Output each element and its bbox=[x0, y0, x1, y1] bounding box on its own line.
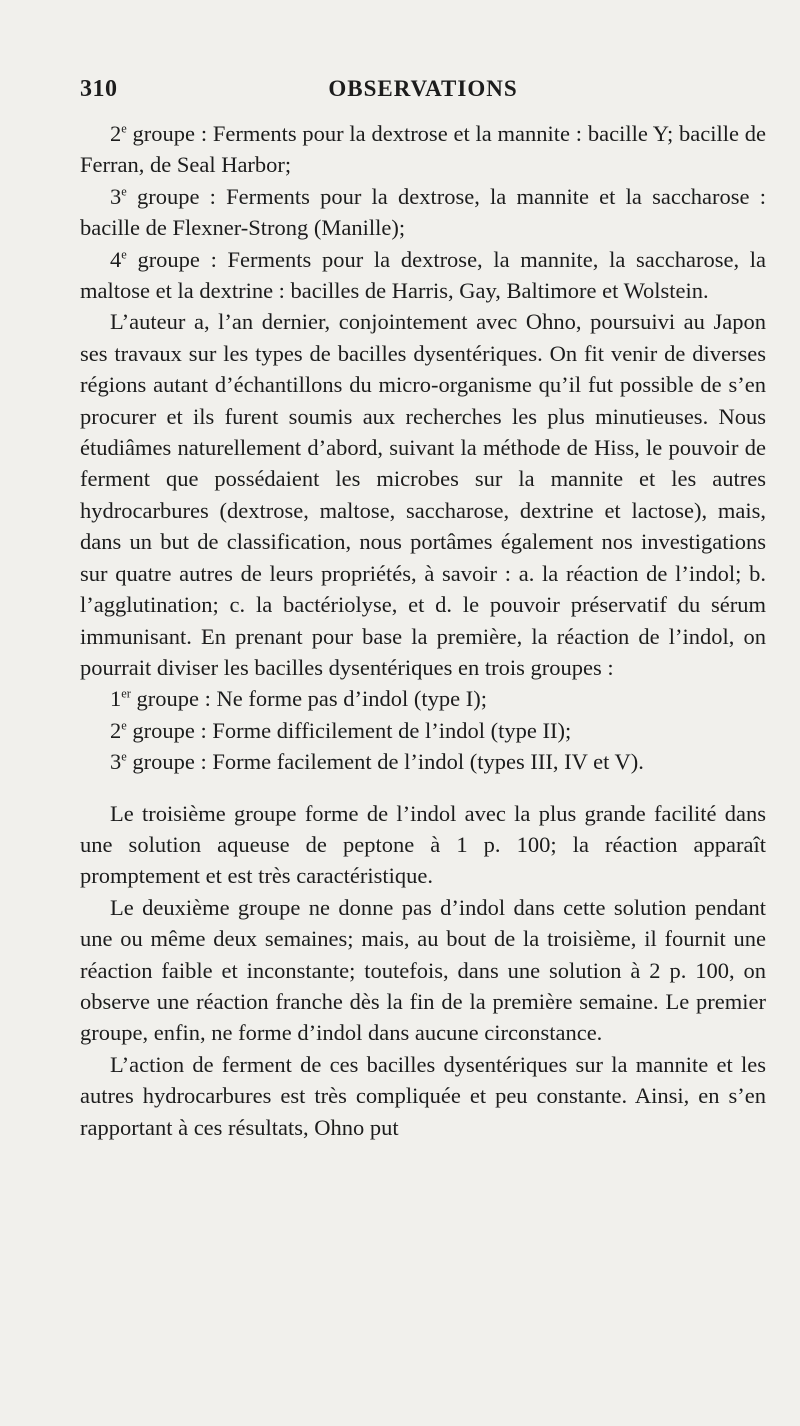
group-item: 4e groupe : Ferments pour la dextrose, la mannite, la saccharose, la maltose et la dextrine : bacilles de Harris, Gay, Baltimore et Wolstein. bbox=[80, 246, 766, 304]
paragraph: L’auteur a, l’an dernier, conjointement avec Ohno, poursuivi au Japon ses travaux sur les types de bacilles dysentériques. On fit venir de diverses régions autant d’échantillons du micro-organisme qu’il fut possible de s’en procurer et ils furent soumis aux recherches les plus minutieuses. Nous étudiâmes naturellement d’abord, suivant la méthode de Hiss, le pouvoir de ferment que possédaient les microbes sur la mannite et les autres hydrocarbures (dextrose, maltose, saccharose, dextrine et lactose), mais, dans un but de classification, nous portâmes également nos investigations sur quatre autres de leurs propriétés, à savoir : a. la réaction de l’indol; b. l’agglutination; c. la bactériolyse, et d. le pouvoir préservatif du sérum immunisant. En prenant pour base la première, la réaction de l’indol, on pourrait diviser les bacilles dysentériques en trois groupes : bbox=[80, 309, 766, 680]
page-header bbox=[80, 76, 766, 110]
paragraph: L’action de ferment de ces bacilles dysentériques sur la mannite et les autres hydrocarbures est très compliquée et peu constante. Ainsi, en s’en rapportant à ces résultats, Ohno put bbox=[80, 1051, 766, 1140]
body-text bbox=[80, 118, 766, 1143]
group-item: 2e groupe : Forme difficilement de l’indol (type II); bbox=[110, 717, 572, 743]
page-number: 310 bbox=[80, 76, 118, 102]
paragraph: Le deuxième groupe ne donne pas d’indol dans cette solution pendant une ou même deux semaines; mais, au bout de la troisième, il fournit une réaction faible et inconstante; toutefois, dans une solution à 2 p. 100, on observe une réaction franche dès la fin de la première semaine. Le premier groupe, enfin, ne forme d’indol dans aucune circonstance. bbox=[80, 894, 766, 1046]
paragraph: Le troisième groupe forme de l’indol avec la plus grande facilité dans une solution aqueuse de peptone à 1 p. 100; la réaction apparaît promptement et est très caractéristique. bbox=[80, 800, 766, 889]
group-item: 2e groupe : Ferments pour la dextrose et la mannite : bacille Y; bacille de Ferran, de Seal Harbor; bbox=[80, 121, 766, 178]
running-title: OBSERVATIONS bbox=[328, 76, 518, 101]
group-item: 3e groupe : Ferments pour la dextrose, la mannite et la saccharose : bacille de Flexner-Strong (Manille); bbox=[80, 183, 766, 241]
group-item: 3e groupe : Forme facilement de l’indol (types III, IV et V). bbox=[110, 749, 644, 775]
spacer bbox=[80, 778, 766, 798]
group-item: 1er groupe : Ne forme pas d’indol (type I); bbox=[110, 686, 488, 712]
